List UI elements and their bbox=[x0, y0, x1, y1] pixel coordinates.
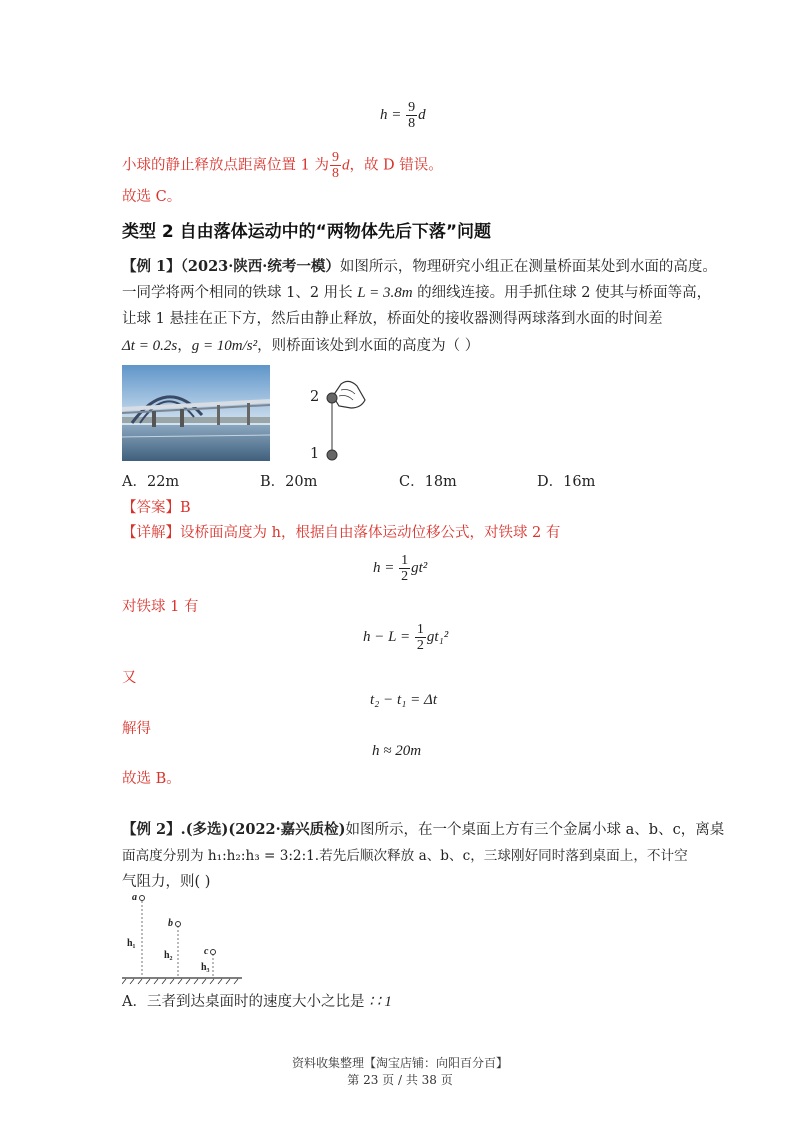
option-d: D．16m bbox=[537, 474, 596, 490]
footer-source: 资料收集整理【淘宝店铺：向阳百分百】 bbox=[291, 1056, 508, 1070]
fraction: $\frac{1}{2}$ bbox=[401, 553, 409, 584]
equation-h-minus-l: h − L = $\frac{1}{2}$ gt₁² bbox=[363, 622, 449, 653]
ball-b-label: b bbox=[168, 918, 173, 929]
explanation-line: 小球的静止释放点距离位置 1 为 $\frac{9}{8}$ d，故 D 错误。 bbox=[122, 150, 443, 181]
option-b: B．20m bbox=[260, 474, 318, 490]
fraction: $\frac{9}{8}$ bbox=[408, 100, 416, 131]
answer-line: 【答案】B bbox=[122, 500, 191, 516]
fraction: $\frac{9}{8}$ bbox=[331, 150, 339, 181]
ex1-line1: 【例 1】（2023·陕西·统考一模）如图所示，物理研究小组正在测量桥面某处到水面的高度。 bbox=[122, 258, 717, 275]
h3-label: h₃ bbox=[201, 962, 210, 973]
equation-h-9-8-d: h = $\frac{9}{8}$ d bbox=[380, 100, 426, 131]
ex2-line2: 面高度分别为 h₁:h₂:h₃ = 3:2:1.若先后顺次释放 a、b、c，三球刚好同时落到桌面上，不计空 bbox=[122, 848, 688, 864]
detail-line: 【详解】设桥面高度为 h，根据自由落体运动位移公式，对铁球 2 有 bbox=[122, 525, 561, 541]
ball-a-label: a bbox=[132, 892, 137, 903]
conclusion-c: 故选 C。 bbox=[122, 189, 182, 205]
equation-result: h ≈ 20m bbox=[372, 743, 422, 759]
ball1-text: 对铁球 1 有 bbox=[122, 599, 199, 615]
ex2-line1: 【例 2】.(多选)(2022·嘉兴质检)如图所示，在一个桌面上方有三个金属小球 a、b、c，离桌 bbox=[122, 821, 725, 838]
ex1-line2: 一同学将两个相同的铁球 1、2 用长 L = 3.8m 的细线连接。用手抓住球 2 使其与桥面等高， bbox=[122, 285, 712, 301]
ex2-line3: 气阻力，则( ) bbox=[122, 874, 211, 890]
conclusion-b: 故选 B。 bbox=[122, 771, 181, 787]
ball-c-label: c bbox=[204, 946, 209, 957]
ball-2-label: 2 bbox=[310, 389, 320, 405]
fraction: $\frac{1}{2}$ bbox=[416, 622, 424, 653]
section-title: 类型 2 自由落体运动中的“两物体先后下落”问题 bbox=[122, 222, 492, 242]
ex1-line4: Δt = 0.2s，g = 10m/s²，则桥面该处到水面的高度为（ ） bbox=[122, 338, 480, 354]
ex2-option-a: A．三者到达桌面时的速度大小之比是 ∶ ∶ 1 bbox=[122, 994, 392, 1010]
equation-time-difference: t₂ − t₁ = Δt bbox=[370, 692, 437, 708]
ball-1-label: 1 bbox=[310, 446, 320, 462]
ex1-line3: 让球 1 悬挂在正下方，然后由静止释放，桥面处的接收器测得两球落到水面的时间差 bbox=[122, 311, 663, 327]
three-balls-figure bbox=[122, 893, 247, 988]
option-a: A．22m bbox=[122, 474, 180, 490]
bridge-photo bbox=[122, 365, 270, 461]
page-number: 第 23 页 / 共 38 页 bbox=[347, 1073, 453, 1087]
equation-h-half-gt2: h = $\frac{1}{2}$ gt² bbox=[373, 553, 428, 584]
also-text: 又 bbox=[122, 670, 137, 686]
h2-label: h₂ bbox=[164, 950, 173, 961]
option-c: C．18m bbox=[399, 474, 457, 490]
solve-text: 解得 bbox=[122, 721, 151, 737]
h1-label: h₁ bbox=[127, 938, 136, 949]
